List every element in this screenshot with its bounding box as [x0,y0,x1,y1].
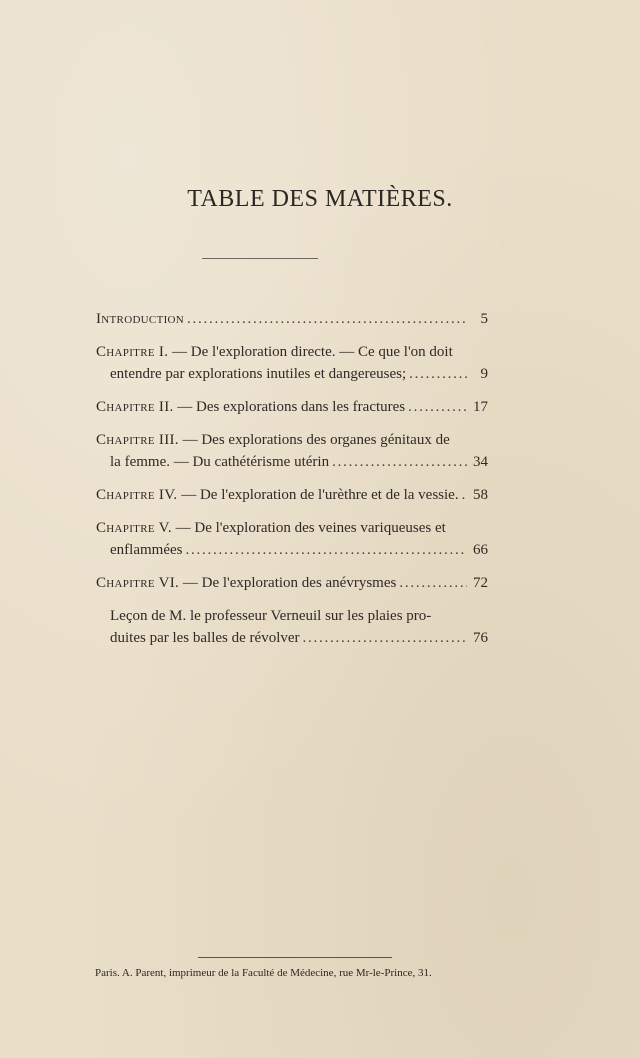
entry-text-line2: enflammées [110,542,183,558]
dot-leader [303,627,467,649]
table-of-contents [96,308,488,660]
entry-text-line1: — Des explorations des organes génitaux de [182,432,450,448]
entry-label: Chapitre IV. [96,487,178,503]
page-number: 72 [473,575,488,591]
entry-text: — Des explorations dans les fractures [177,399,406,415]
dot-leader [399,572,467,594]
toc-entry-lecture [96,605,488,649]
entry-text-line2: duites par les balles de révolver [110,630,300,646]
entry-text-line2: entendre par explorations inutiles et dangereuses; [110,366,407,382]
entry-label: Chapitre I. [96,344,169,360]
entry-text: — De l'exploration de l'urèthre et de la vessie. [181,487,459,503]
page-title: TABLE DES MATIÈRES. [187,186,453,212]
dot-leader [409,363,467,385]
toc-entry-chapter-5 [96,517,488,561]
entry-text-line1: Leçon de M. le professeur Verneuil sur les plaies pro- [110,608,432,624]
toc-entry-chapter-3 [96,429,488,473]
page-number: 58 [473,487,488,503]
printer-imprint: Paris. A. Parent, imprimeur de la Faculté de Médecine, rue Mr-le-Prince, 31. [95,967,432,979]
toc-entry-introduction [96,308,488,330]
entry-text-line2: la femme. — Du cathétérisme utérin [110,454,330,470]
page-number: 9 [480,366,488,382]
page-number: 76 [473,630,488,646]
dot-leader [187,308,467,330]
dot-leader [185,539,467,561]
page-number: 66 [473,542,488,558]
toc-entry-chapter-2 [96,396,488,418]
page-number: 34 [473,454,488,470]
toc-entry-chapter-6 [96,572,488,594]
entry-label: Chapitre III. [96,432,179,448]
dot-leader [332,451,467,473]
entry-label: Chapitre VI. [96,575,180,591]
page-number: 17 [473,399,488,415]
entry-label: Introduction [96,311,185,327]
title-divider [202,258,318,259]
dot-leader [408,396,467,418]
entry-label: Chapitre V. [96,520,172,536]
entry-text-line1: — De l'exploration directe. — Ce que l'on doit [172,344,453,360]
toc-entry-chapter-1 [96,341,488,385]
entry-text-line1: — De l'exploration des veines variqueuses et [175,520,446,536]
dot-leader [462,484,467,506]
entry-label: Chapitre II. [96,399,174,415]
entry-text: — De l'exploration des anévrysmes [182,575,397,591]
toc-entry-chapter-4 [96,484,488,506]
page-number: 5 [480,311,488,327]
footer-divider [198,957,392,958]
